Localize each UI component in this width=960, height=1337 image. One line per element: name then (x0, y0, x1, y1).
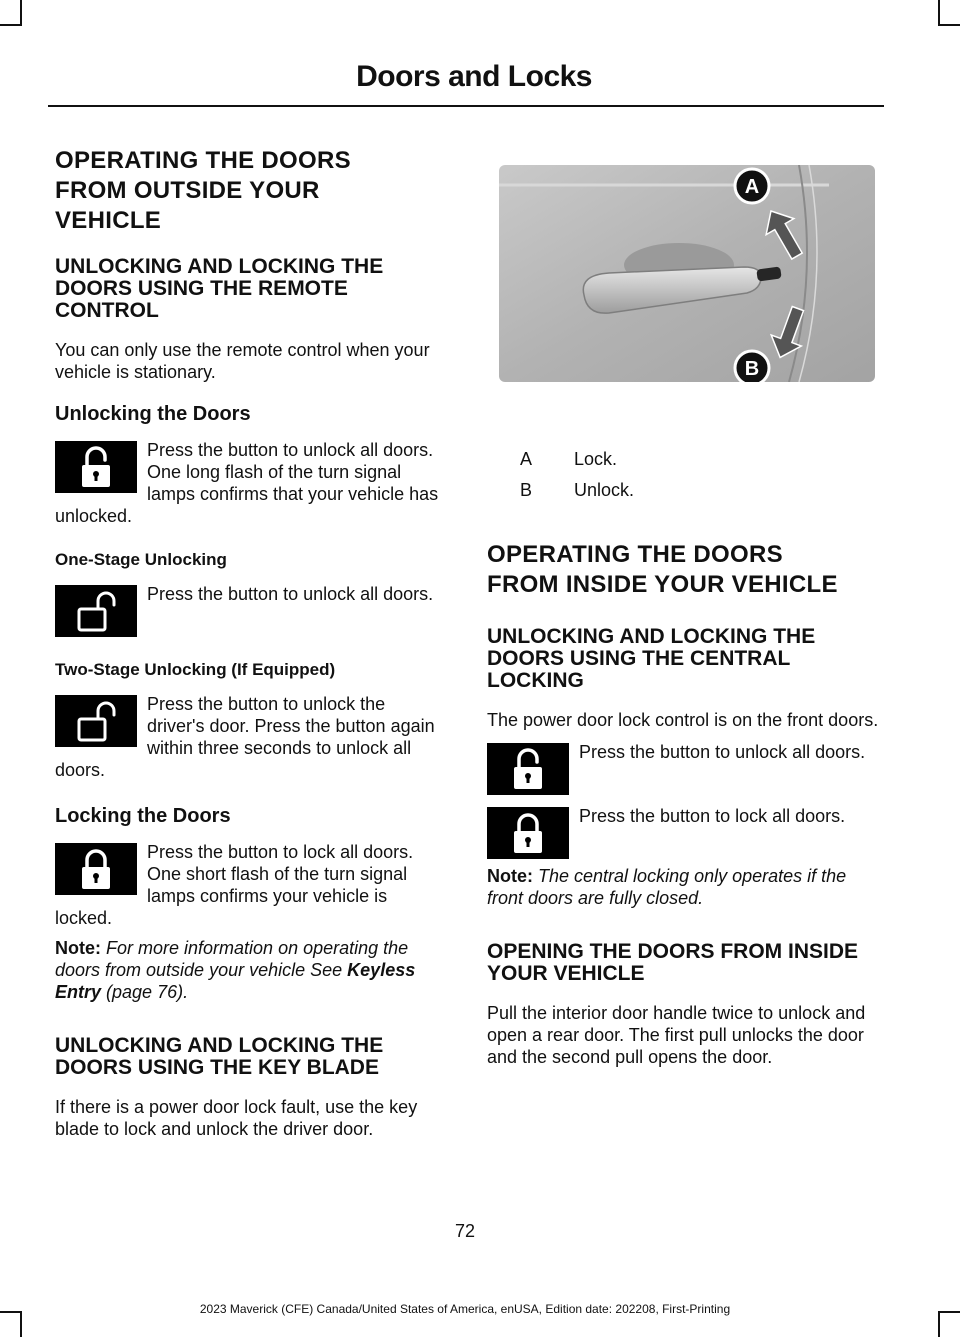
central-intro: The power door lock control is on the front doors. (487, 710, 879, 730)
two-stage-heading: Two-Stage Unlocking (If Equipped) (55, 660, 336, 679)
padlock-open-outline-icon (55, 695, 137, 747)
padlock-open-icon (487, 743, 569, 795)
callout-a: A (744, 176, 760, 198)
padlock-open-outline-icon (55, 585, 137, 637)
section-title: OPERATING THE DOORS FROM INSIDE YOUR VEHICLE (487, 541, 838, 598)
central-unlock-text: Press the button to unlock all doors. (579, 742, 866, 762)
remote-intro: You can only use the remote control when your vehicle is stationary. (55, 340, 430, 382)
legend-key-b: B (520, 480, 533, 500)
edition-footer: 2023 Maverick (CFE) Canada/United States of America, enUSA, Edition date: 202208, First-Printing (199, 1302, 731, 1316)
one-stage-instruction (55, 583, 447, 641)
page-number: 72 (454, 1221, 476, 1241)
crop-mark (938, 24, 960, 26)
lock-instruction (55, 841, 447, 929)
remote-heading: UNLOCKING AND LOCKING THE DOORS USING THE REMOTE CONTROL (55, 255, 384, 322)
door-handle-illustration (499, 165, 875, 382)
left-column (55, 146, 447, 1140)
crop-mark (938, 1311, 940, 1337)
keyless-entry-link[interactable]: Keyless Entry (55, 960, 416, 1002)
central-lock-text: Press the button to lock all doors. (579, 806, 846, 826)
one-stage-text: Press the button to unlock all doors. (147, 584, 434, 604)
unlock-instruction (55, 439, 447, 527)
padlock-closed-icon (55, 843, 137, 895)
legend-key-a: A (520, 449, 533, 469)
right-column (487, 540, 882, 1068)
legend-text-a: Lock. (574, 449, 618, 469)
crop-mark (938, 1311, 960, 1313)
crop-mark (0, 24, 22, 26)
padlock-open-icon (55, 441, 137, 493)
padlock-closed-icon (487, 807, 569, 859)
keyblade-heading: UNLOCKING AND LOCKING THE DOORS USING THE KEY BLADE (55, 1034, 384, 1079)
note-outside: Note: For more information on operating the doors from outside your vehicle See Keyless Entry (page 76). (55, 938, 416, 1002)
unlocking-heading: Unlocking the Doors (55, 403, 251, 425)
two-stage-text: Press the button to unlock the driver's door. Press the button again within three seconds to unlock all doors. (55, 694, 435, 780)
legend-text-b: Unlock. (574, 480, 635, 500)
crop-mark (938, 0, 940, 26)
one-stage-heading: One-Stage Unlocking (55, 550, 227, 569)
locking-text: Press the button to lock all doors. One short flash of the turn signal lamps confirms your vehicle is locked. (55, 842, 414, 928)
keyblade-text: If there is a power door lock fault, use the key blade to lock and unlock the driver door. (55, 1097, 418, 1139)
central-heading: UNLOCKING AND LOCKING THE DOORS USING THE CENTRAL LOCKING (487, 625, 816, 692)
opening-heading: OPENING THE DOORS FROM INSIDE YOUR VEHICLE (487, 940, 859, 985)
callout-b: B (744, 358, 760, 380)
header-rule (48, 105, 884, 107)
opening-text: Pull the interior door handle twice to unlock and open a rear door. The first pull unlocks the door and the second pull opens the door. (487, 1003, 866, 1067)
two-stage-instruction (55, 693, 447, 781)
page-header-title: Doors and Locks (356, 60, 592, 93)
central-lock-instruction (487, 805, 882, 863)
locking-heading: Locking the Doors (55, 805, 231, 827)
crop-mark (20, 0, 22, 26)
section-title: OPERATING THE DOORS FROM OUTSIDE YOUR VEHICLE (55, 147, 351, 234)
note-inside: Note: The central locking only operates if the front doors are fully closed. (487, 866, 847, 908)
central-unlock-instruction (487, 741, 882, 799)
unlocking-text: Press the button to unlock all doors. One long flash of the turn signal lamps confirms that your vehicle has unlocked. (55, 440, 439, 526)
